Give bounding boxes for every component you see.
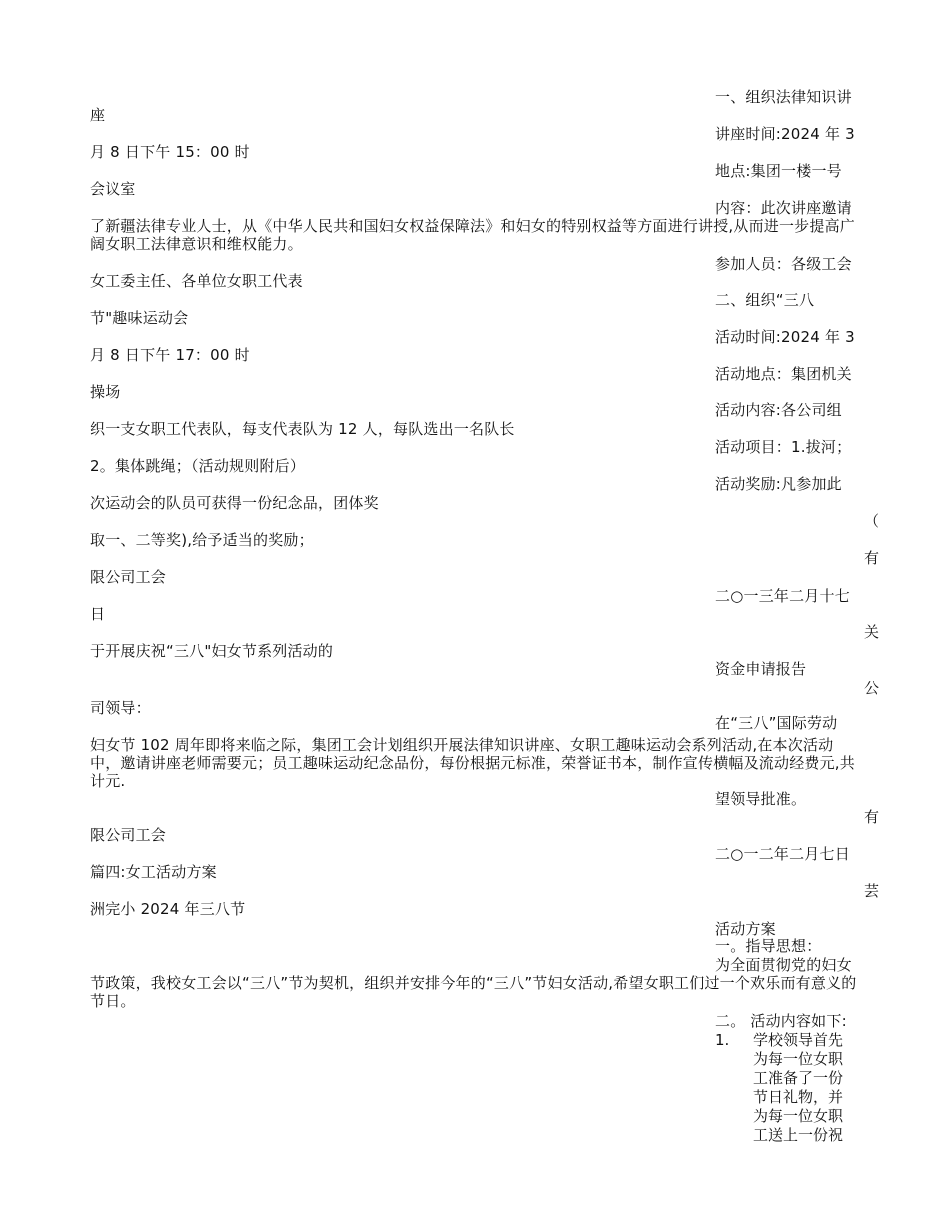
right-line-2: 讲座时间:2024 年 3	[715, 125, 855, 143]
right-line-13: 资金申请报告	[715, 660, 807, 678]
right-line-16: 二○一二年二月七日	[715, 845, 850, 863]
left-line-18: 限公司工会	[90, 826, 167, 844]
edge-glyph-5: 有	[864, 808, 880, 826]
right-line-17: 活动方案	[715, 920, 776, 938]
right-line-12: 二○一三年二月十七	[715, 587, 850, 605]
left-paragraph-3: 节政策，我校女工会以“三八”节为契机，组织并安排今年的“三八”节妇女活动,希望女职工们过一个欢乐而有意义的节日。	[90, 974, 857, 1010]
left-line-11: 次运动会的队员可获得一份纪念品，团体奖	[90, 494, 379, 512]
right-line-19: 为全面贯彻党的妇女	[715, 956, 852, 974]
edge-glyph-6: 芸	[864, 882, 880, 900]
left-line-16: 司领导：	[90, 699, 151, 717]
right-line-15: 望领导批准。	[715, 790, 807, 808]
left-line-3: 会议室	[90, 180, 136, 198]
right-line-7: 活动时间:2024 年 3	[715, 328, 855, 346]
edge-glyph-1: （	[864, 512, 880, 530]
right-line-5: 参加人员：各级工会	[715, 255, 852, 273]
left-line-19: 篇四:女工活动方案	[90, 863, 217, 881]
right-line-11: 活动奖励:凡参加此	[715, 475, 842, 493]
list-item-marker: 1.	[715, 1031, 730, 1049]
edge-glyph-2: 有	[864, 549, 880, 567]
edge-glyph-3: 关	[864, 623, 880, 641]
right-line-3: 地点:集团一楼一号	[715, 162, 842, 180]
left-line-8: 操场	[90, 383, 121, 401]
left-paragraph-1: 了新疆法律专业人士，从《中华人民共和国妇女权益保障法》和妇女的特别权益等方面进行讲授,从而进一步提高广阔女职工法律意识和维权能力。	[90, 217, 855, 253]
left-line-20: 洲完小 2024 年三八节	[90, 900, 246, 918]
right-line-14: 在“三八”国际劳动	[715, 714, 838, 732]
left-line-12: 取一、二等奖),给予适当的奖励；	[90, 531, 314, 549]
right-line-18: 一。指导思想：	[715, 937, 822, 955]
right-line-1: 一、组织法律知识讲	[715, 88, 852, 106]
right-line-4: 内容：此次讲座邀请	[715, 199, 852, 217]
left-line-2: 月 8 日下午 15：00 时	[90, 143, 250, 161]
right-line-8: 活动地点：集团机关	[715, 365, 852, 383]
list-item-text: 学校领导首先为每一位女职工准备了一份节日礼物，并为每一位女职工送上一份祝	[753, 1031, 844, 1144]
left-paragraph-2: 妇女节 102 周年即将来临之际，集团工会计划组织开展法律知识讲座、女职工趣味运动会系列活动,在本次活动中，邀请讲座老师需要元；员工趣味运动纪念品份，每份根据元标准，荣誉证书本，制作宣传横幅及流动经费元,共计元.	[90, 736, 855, 790]
edge-glyph-4: 公	[864, 679, 880, 697]
right-line-6: 二、组织“三八	[715, 291, 815, 309]
left-line-1: 座	[90, 106, 106, 124]
left-line-14: 日	[90, 605, 106, 623]
left-line-6: 节"趣味运动会	[90, 309, 189, 327]
left-line-7: 月 8 日下午 17：00 时	[90, 346, 250, 364]
left-line-13: 限公司工会	[90, 568, 167, 586]
left-line-15: 于开展庆祝“三八"妇女节系列活动的	[90, 642, 334, 660]
right-line-9: 活动内容:各公司组	[715, 401, 842, 419]
left-line-9: 织一支女职工代表队，每支代表队为 12 人，每队选出一名队长	[90, 420, 515, 438]
right-line-10: 活动项目：1.拔河；	[715, 438, 852, 456]
right-line-20: 二。 活动内容如下:	[715, 1012, 847, 1030]
left-line-5: 女工委主任、各单位女职工代表	[90, 272, 303, 290]
left-line-10: 2。集体跳绳；（活动规则附后）	[90, 457, 306, 475]
